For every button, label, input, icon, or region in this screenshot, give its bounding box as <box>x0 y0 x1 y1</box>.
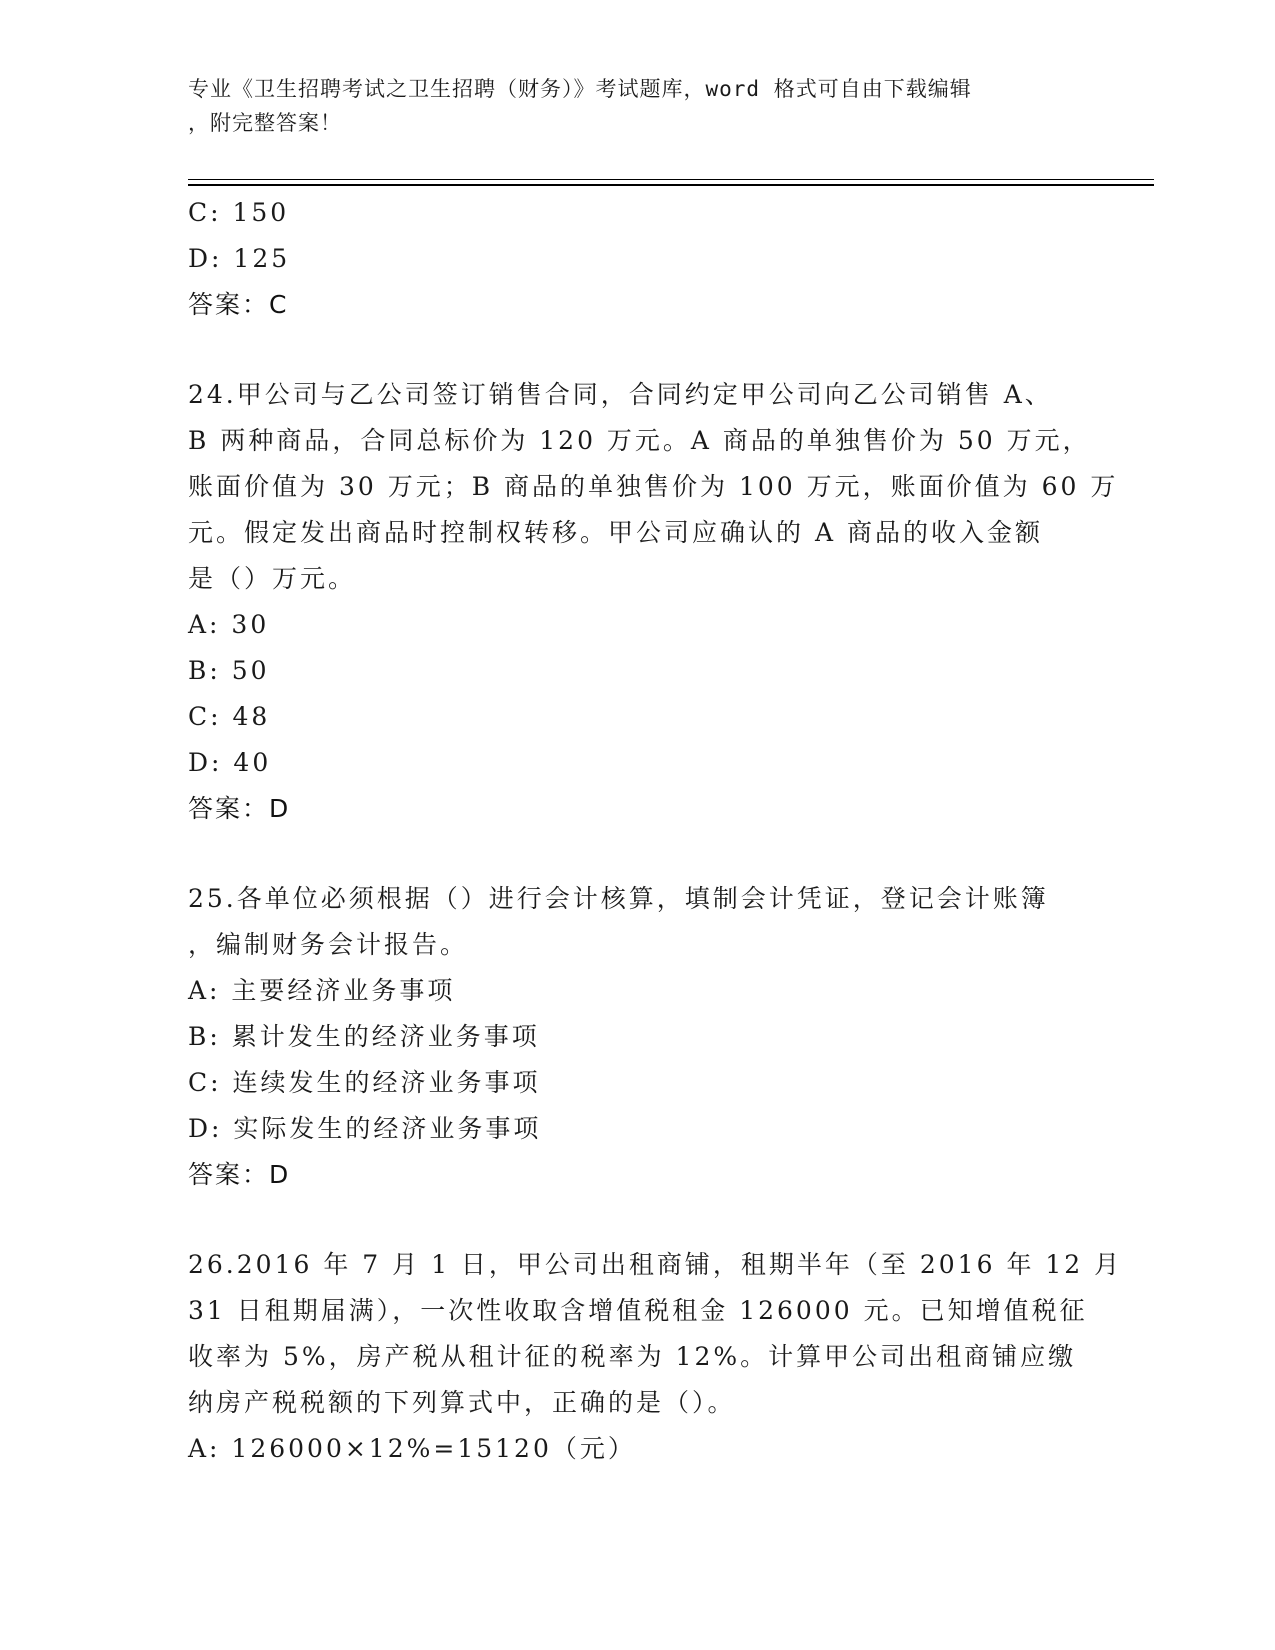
answer-line: 答案：C <box>188 290 289 319</box>
stem-line: 是（）万元。 <box>188 564 357 593</box>
stem-line: 24.甲公司与乙公司签订销售合同，合同约定甲公司向乙公司销售 A、 <box>188 380 1053 409</box>
stem-line: 账面价值为 30 万元；B 商品的单独售价为 100 万元，账面价值为 60 万 <box>188 472 1119 501</box>
option-a: A: 主要经济业务事项 <box>188 976 456 1005</box>
option-d: D: 实际发生的经济业务事项 <box>188 1114 542 1143</box>
option-b: B: 累计发生的经济业务事项 <box>188 1022 540 1051</box>
answer-line: 答案：D <box>188 794 291 823</box>
option-d: D: 125 <box>188 244 291 273</box>
header-line: 专业《卫生招聘考试之卫生招聘（财务）》考试题库，word 格式可自由下载编辑 <box>188 77 972 101</box>
stem-line: 25.各单位必须根据（）进行会计核算，填制会计凭证，登记会计账簿 <box>188 884 1049 913</box>
option-a: A: 30 <box>188 610 270 639</box>
stem-line: B 两种商品，合同总标价为 120 万元。A 商品的单独售价为 50 万元， <box>188 426 1091 455</box>
answer-line: 答案：D <box>188 1160 291 1189</box>
header-divider <box>188 179 1154 180</box>
option-c: C: 连续发生的经济业务事项 <box>188 1068 541 1097</box>
question-block <box>188 1242 1123 1472</box>
question-stem <box>188 1242 1123 1426</box>
stem-line: 收率为 5%，房产税从租计征的税率为 12%。计算甲公司出租商铺应缴 <box>188 1342 1077 1371</box>
option-c: C: 48 <box>188 702 271 731</box>
question-block <box>188 190 1088 328</box>
question-list <box>188 190 1123 1472</box>
question-stem <box>188 372 1119 602</box>
stem-line: 元。假定发出商品时控制权转移。甲公司应确认的 A 商品的收入金额 <box>188 518 1043 547</box>
block-spacer <box>188 328 1088 372</box>
stem-line: 31 日租期届满），一次性收取含增值税租金 126000 元。已知增值税征 <box>188 1296 1088 1325</box>
question-block <box>188 372 1119 832</box>
question-stem <box>188 876 1088 968</box>
stem-line: 26.2016 年 7 月 1 日，甲公司出租商铺，租期半年（至 2016 年 12 月 <box>188 1250 1123 1279</box>
header-divider-thick <box>188 184 1154 186</box>
option-d: D: 40 <box>188 748 272 777</box>
header-line: ，附完整答案！ <box>188 111 342 135</box>
document-header <box>188 72 1068 140</box>
stem-line: ，编制财务会计报告。 <box>188 930 469 959</box>
stem-line: 纳房产税税额的下列算式中，正确的是（）。 <box>188 1388 736 1417</box>
option-b: B: 50 <box>188 656 270 685</box>
option-a: A: 126000×12%=15120（元） <box>188 1434 636 1463</box>
question-block <box>188 876 1088 1198</box>
option-c: C: 150 <box>188 198 290 227</box>
block-spacer <box>188 832 1088 876</box>
block-spacer <box>188 1198 1088 1242</box>
